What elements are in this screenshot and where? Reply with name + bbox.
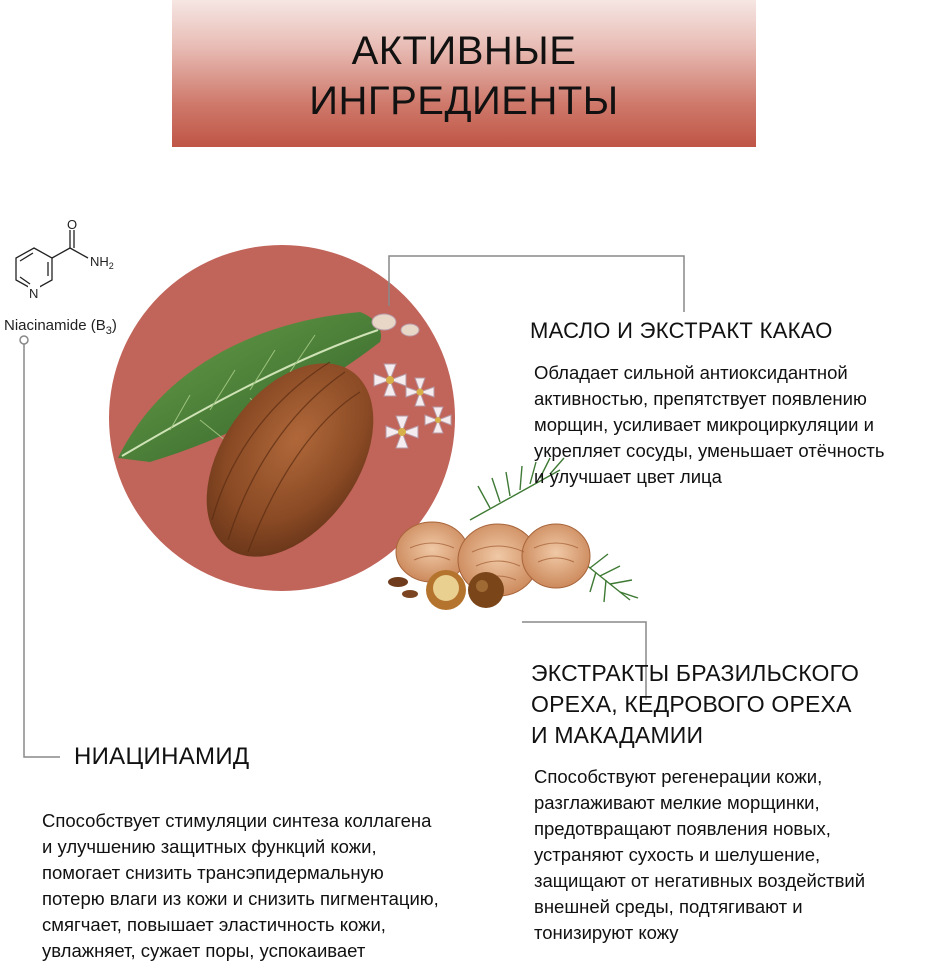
connector-line-cocoa [389, 256, 684, 312]
nuts-line: тонизируют кожу [534, 922, 679, 943]
atom-n-label: N [29, 286, 39, 301]
cocoa-line: Обладает сильной антиоксидантной [534, 362, 848, 383]
nuts-line: внешней среды, подтягивают и [534, 896, 803, 917]
cocoa-description [534, 360, 944, 490]
nuts-line: предотвращают появления новых, [534, 818, 831, 839]
nuts-description [534, 764, 934, 946]
nuts-line: устраняют сухость и шелушение, [534, 844, 821, 865]
niacin-heading: НИАЦИНАМИД [74, 743, 250, 770]
niacin-line: увлажняет, сужает поры, успокаивает [42, 940, 366, 961]
molecule-label: Niacinamide $(B_3)$ [4, 317, 117, 337]
niacin-line: Способствует стимуляции синтеза коллагена [42, 810, 432, 831]
niacin-description [42, 808, 482, 964]
niacin-line: потерю влаги из кожи и снизить пигментацию, [42, 888, 439, 909]
nuts-line: Способствуют регенерации кожи, [534, 766, 823, 787]
cocoa-line: и улучшает цвет лица [534, 466, 722, 487]
cocoa-line: морщин, усиливает микроциркуляции и [534, 414, 874, 435]
niacin-line: смягчает, повышает эластичность кожи, [42, 914, 386, 935]
niacin-line: помогает снизить трансэпидермальную [42, 862, 384, 883]
page-title: АКТИВНЫЕ ИНГРЕДИЕНТЫ [309, 28, 619, 123]
connector-dot-niacin [20, 336, 28, 344]
connector-line-niacin [24, 340, 60, 757]
atom-o-label: O [67, 218, 78, 232]
cocoa-heading: МАСЛО И ЭКСТРАКТ КАКАО [530, 318, 833, 343]
atom-nh2-label: $NH_2$ [90, 254, 114, 271]
nuts-line: разглаживают мелкие морщинки, [534, 792, 820, 813]
nuts-heading: ЭКСТРАКТЫ БРАЗИЛЬСКОГО ОРЕХА, КЕДРОВОГО ОРЕХА И МАКАДАМИИ [531, 660, 860, 748]
cocoa-line: активностью, препятствует появлению [534, 388, 867, 409]
nuts-line: защищают от негативных воздействий [534, 870, 866, 891]
macadamia-nuts [388, 570, 504, 610]
niacin-line: и улучшению защитных функций кожи, [42, 836, 377, 857]
cocoa-line: укрепляет сосуды, уменьшает отёчность [534, 440, 885, 461]
